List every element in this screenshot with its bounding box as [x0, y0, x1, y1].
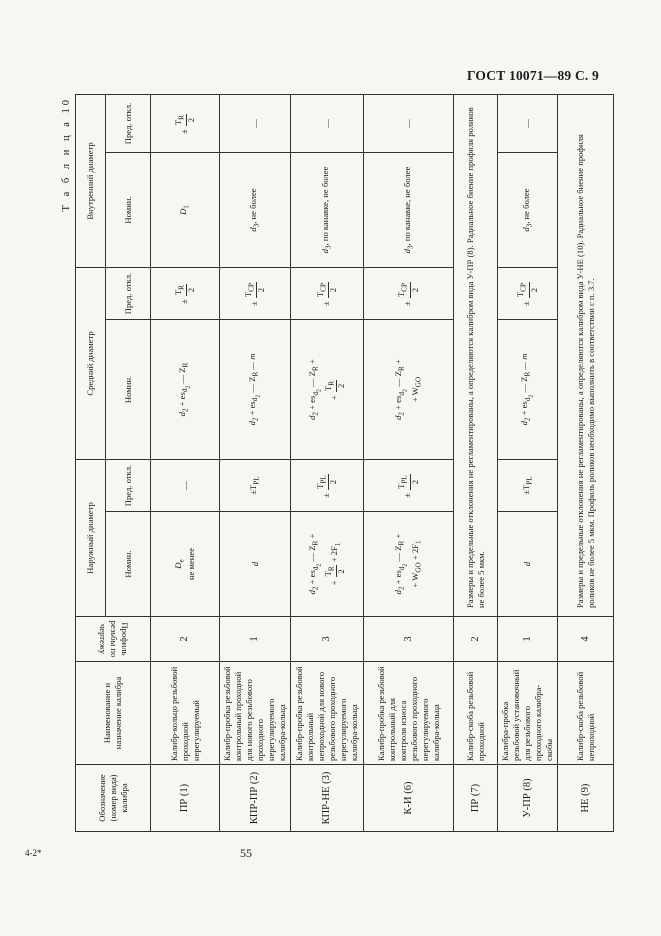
- mid-nom-head: Номин.: [106, 320, 151, 460]
- math-sub: CP: [520, 283, 529, 292]
- table-row: [364, 95, 454, 832]
- math-text: — m: [246, 353, 257, 370]
- math-text: + es: [246, 401, 257, 416]
- middle-nominal: [498, 320, 558, 460]
- col-profile-text: Профиль резьбы по чертежу: [97, 620, 130, 658]
- page-number: 55: [240, 846, 252, 860]
- inner-nominal: [291, 153, 364, 268]
- rotated-table-block: [61, 95, 596, 832]
- outer-nominal: [220, 512, 291, 617]
- col-outer: Наружный диаметр: [76, 460, 106, 617]
- table-row: [454, 95, 498, 832]
- math-text: + 2F: [329, 546, 340, 563]
- math-sub: 3: [525, 223, 534, 228]
- math-sub: 2: [397, 586, 406, 591]
- row-note: Размеры и предельные отклонения не регламентированы, а определяются калибром вида У-НЕ (10). Радиальное биение профиля роликов не более 5 мкм. Профиль роликов необходимо выполнить в соответствии с п. 3.7.: [558, 95, 614, 617]
- col-name: Наименование и назначение калибра: [76, 662, 151, 765]
- math-sub: d: [181, 388, 190, 393]
- math-sub: d: [251, 397, 260, 402]
- math-text: 2: [328, 287, 339, 293]
- row-profile: 4: [558, 617, 614, 662]
- fraction: [316, 474, 338, 490]
- outer-deviation: [291, 460, 364, 512]
- math-sub: d: [397, 392, 406, 396]
- math-sub: PL: [401, 475, 410, 484]
- math-symbol: T: [515, 291, 526, 298]
- math-sub: d: [312, 566, 321, 571]
- row-code: КПР-ПР (2): [220, 765, 291, 832]
- math-symbol: d: [520, 227, 531, 232]
- row-name: Калибр-пробка резьбовой контрольный непроходной для нового резьбового проходного нерегулируемого калибра-кольца: [291, 662, 364, 765]
- math-symbol: d: [522, 561, 532, 567]
- table-row: [220, 95, 291, 832]
- math-symbol: T: [172, 119, 183, 126]
- math-text: ±: [402, 493, 413, 498]
- math-sub: 2: [402, 389, 409, 393]
- col-profile: [76, 617, 151, 662]
- math-symbol: d: [401, 249, 412, 254]
- row-name: Калибр-кольцо резьбовой проходной нерегулируемый: [151, 662, 220, 765]
- math-text: , по канавке, не более: [401, 166, 412, 246]
- math-sub: GO: [414, 562, 423, 573]
- middle-deviation: [220, 268, 291, 320]
- row-note: Размеры и предельные отклонения не регламентированы, а определяются калибром вида У-ПР (8). Радиальное биение профиля роликов не более 5 мкм.: [454, 95, 498, 617]
- math-text: ±T: [248, 484, 259, 495]
- math-sub: 1: [182, 205, 191, 209]
- math-symbol: T: [323, 385, 334, 392]
- outer-nominal: $d_2 + es_{d_2}$ — $Z_R$ + + $T_R$ 2 + $2F_1$: [291, 512, 364, 617]
- math-text: ±: [178, 299, 189, 304]
- math-sub: 2: [523, 417, 532, 422]
- mid-dev-head: Пред. откл.: [106, 268, 151, 320]
- math-text: , не более: [248, 188, 259, 224]
- table-caption: Т а б л и ц а 10: [61, 97, 72, 212]
- middle-nominal: [151, 320, 220, 460]
- row-profile: 1: [220, 617, 291, 662]
- row-code: У-ПР (8): [498, 765, 558, 832]
- math-symbol: T: [172, 289, 183, 296]
- math-sub: 1: [334, 542, 343, 547]
- fraction: [174, 114, 196, 126]
- col-middle: Средний диаметр: [76, 268, 106, 460]
- outer-nominal: [498, 512, 558, 617]
- math-symbol: d: [249, 561, 260, 567]
- math-text: 2: [186, 287, 197, 293]
- table-row: [291, 95, 364, 832]
- math-sub: e: [177, 559, 186, 563]
- middle-deviation: [364, 268, 454, 320]
- math-symbol: d: [176, 412, 187, 417]
- math-sub: R: [312, 540, 321, 546]
- math-text: — Z: [393, 545, 404, 562]
- math-symbol: T: [396, 291, 407, 298]
- math-text: не менее: [186, 547, 197, 581]
- math-text: ±: [248, 301, 259, 306]
- row-code: К-И (6): [364, 765, 454, 832]
- math-sub: CP: [401, 283, 410, 292]
- math-sub: R: [251, 371, 260, 377]
- gauge-table: [75, 94, 614, 832]
- table-row: [151, 95, 220, 832]
- math-text: — Z: [176, 367, 187, 384]
- math-sub: 3: [324, 245, 333, 250]
- row-profile: 1: [498, 617, 558, 662]
- math-text: 2: [409, 479, 420, 485]
- math-symbol: D: [178, 208, 189, 215]
- math-sub: d: [397, 566, 406, 571]
- inner-nominal: [364, 153, 454, 268]
- math-text: + W: [409, 572, 420, 588]
- math-sub: 2: [528, 394, 535, 398]
- outer-deviation: [498, 460, 558, 512]
- table-row: [558, 95, 614, 832]
- math-text: +: [393, 533, 404, 539]
- math-text: — Z: [246, 376, 257, 393]
- row-name: Калибра-пробка резьбовой установочный для резьбового проходного калибра-скобы: [498, 662, 558, 765]
- row-profile: 3: [364, 617, 454, 662]
- outer-deviation: [220, 460, 291, 512]
- math-sub: PL: [319, 475, 328, 484]
- outer-deviation: [364, 460, 454, 512]
- math-sub: 2: [255, 394, 262, 398]
- fraction: [316, 282, 338, 298]
- fraction: [397, 474, 419, 490]
- math-sub: 2: [181, 408, 190, 413]
- math-text: 2: [336, 383, 347, 389]
- inner-nominal: [220, 153, 291, 268]
- math-symbol: d: [519, 421, 530, 426]
- col-inner: Внутренний диаметр: [76, 95, 106, 268]
- row-name: Калибр-пробка резьбовой контрольный для контроля износа резьбового проходного нерегулируемого калибра-кольца: [364, 662, 454, 765]
- math-text: + 2F: [409, 544, 420, 561]
- math-text: , не более: [520, 188, 531, 224]
- math-text: ±: [521, 301, 532, 306]
- math-sub: R: [327, 380, 336, 386]
- inner-deviation: —: [498, 95, 558, 153]
- fraction: [516, 282, 538, 298]
- math-sub: 3: [252, 223, 261, 228]
- math-sub: 2: [316, 563, 323, 567]
- fraction: [397, 282, 419, 298]
- math-symbol: D: [172, 562, 183, 569]
- math-text: — Z: [519, 376, 530, 393]
- math-sub: CP: [319, 283, 328, 292]
- inner-nominal: [498, 153, 558, 268]
- math-sub: 2: [316, 389, 323, 393]
- math-sub: R: [397, 366, 406, 371]
- math-sub: R: [523, 371, 532, 377]
- math-sub: 1: [414, 540, 423, 545]
- outer-nominal: [151, 512, 220, 617]
- inn-dev-head: Пред. откл.: [106, 95, 151, 153]
- math-sub: CP: [247, 283, 256, 292]
- math-symbol: T: [323, 571, 334, 577]
- inn-nom-head: Номин.: [106, 153, 151, 268]
- fraction: [244, 282, 266, 298]
- page-header: ГОСТ 10071—89 С. 9: [466, 68, 599, 83]
- middle-nominal: [364, 320, 454, 460]
- math-text: + es: [307, 395, 318, 410]
- fraction: [324, 380, 346, 392]
- math-sub: 2: [185, 385, 192, 389]
- math-text: 2: [409, 287, 420, 293]
- middle-deviation: [291, 268, 364, 320]
- math-text: + es: [393, 395, 404, 410]
- math-sub: R: [177, 285, 186, 290]
- math-sub: R: [397, 540, 406, 546]
- row-name: Калибр-пробка резьбовой контрольный проходной для нового резьбового проходного нерегулируемого калибра-кольца: [220, 662, 291, 765]
- inner-nominal: [151, 153, 220, 268]
- math-text: +: [393, 359, 404, 365]
- row-name: Калибр-скоба резьбовой проходной: [454, 662, 498, 765]
- row-name: Калибр-скоба резьбовой непроходной: [558, 662, 614, 765]
- math-text: + es: [176, 392, 187, 407]
- row-profile: 3: [291, 617, 364, 662]
- math-sub: PL: [252, 476, 261, 485]
- math-sub: R: [181, 362, 190, 368]
- math-symbol: T: [314, 291, 325, 298]
- math-symbol: d: [246, 421, 257, 426]
- middle-nominal: [220, 320, 291, 460]
- math-symbol: d: [393, 415, 404, 420]
- math-symbol: d: [307, 590, 318, 595]
- math-symbol: d: [307, 415, 318, 420]
- math-sub: 3: [406, 245, 415, 250]
- math-text: — m: [519, 353, 530, 370]
- math-text: + es: [393, 570, 404, 585]
- math-sub: GO: [414, 376, 423, 388]
- math-text: ±T: [520, 484, 531, 495]
- inner-deviation: —: [220, 95, 291, 153]
- math-text: ±: [320, 493, 331, 498]
- math-text: +: [307, 533, 318, 539]
- outer-deviation: —: [151, 460, 220, 512]
- math-text: 2: [328, 479, 339, 485]
- inner-deviation: [151, 95, 220, 153]
- corner-mark: 4-2*: [25, 848, 42, 858]
- outer-dev-head: Пред. откл.: [106, 460, 151, 512]
- math-sub: 2: [397, 411, 406, 416]
- row-profile: 2: [454, 617, 498, 662]
- math-text: 2: [256, 287, 267, 293]
- fraction: [324, 565, 346, 577]
- math-text: , по канавке, не более: [320, 166, 331, 246]
- math-symbol: T: [396, 483, 407, 489]
- outer-nominal: [364, 512, 454, 617]
- math-text: — Z: [393, 370, 404, 387]
- math-sub: R: [177, 115, 186, 120]
- table-row: [498, 95, 558, 832]
- middle-deviation: [498, 268, 558, 320]
- math-sub: R: [327, 566, 336, 572]
- row-code: ПР (1): [151, 765, 220, 832]
- fraction: [174, 284, 196, 296]
- math-symbol: T: [242, 291, 253, 298]
- math-sub: R: [312, 366, 321, 371]
- math-symbol: d: [320, 249, 331, 254]
- math-sub: PL: [525, 476, 534, 485]
- col-designation: Обозначение (номер вида) калибра: [76, 765, 151, 832]
- inner-deviation: —: [291, 95, 364, 153]
- inner-deviation: —: [364, 95, 454, 153]
- row-code: ПР (7): [454, 765, 498, 832]
- math-text: ±: [178, 129, 189, 134]
- middle-nominal: $d_2 + es_{d_2}$ — $Z_R$ + + $T_R$ 2: [291, 320, 364, 460]
- math-text: — Z: [307, 370, 318, 387]
- math-sub: 2: [312, 411, 321, 416]
- math-text: ±: [320, 301, 331, 306]
- row-code: КПР-НЕ (3): [291, 765, 364, 832]
- math-sub: d: [523, 397, 532, 402]
- math-sub: 2: [251, 417, 260, 422]
- math-symbol: d: [248, 227, 259, 232]
- row-code: НЕ (9): [558, 765, 614, 832]
- math-text: ±: [402, 301, 413, 306]
- math-sub: 2: [312, 586, 321, 591]
- math-text: — Z: [307, 545, 318, 562]
- math-text: 2: [186, 117, 197, 123]
- math-symbol: T: [314, 483, 325, 489]
- row-profile: 2: [151, 617, 220, 662]
- math-text: 2: [528, 287, 539, 293]
- math-text: + W: [409, 387, 420, 403]
- math-text: + es: [519, 401, 530, 416]
- math-text: + es: [307, 570, 318, 585]
- math-sub: 2: [402, 563, 409, 567]
- math-text: +: [307, 359, 318, 365]
- middle-deviation: [151, 268, 220, 320]
- math-text: 2: [336, 569, 347, 574]
- outer-nom-head: Номин.: [106, 512, 151, 617]
- math-symbol: d: [393, 590, 404, 595]
- math-sub: d: [312, 392, 321, 396]
